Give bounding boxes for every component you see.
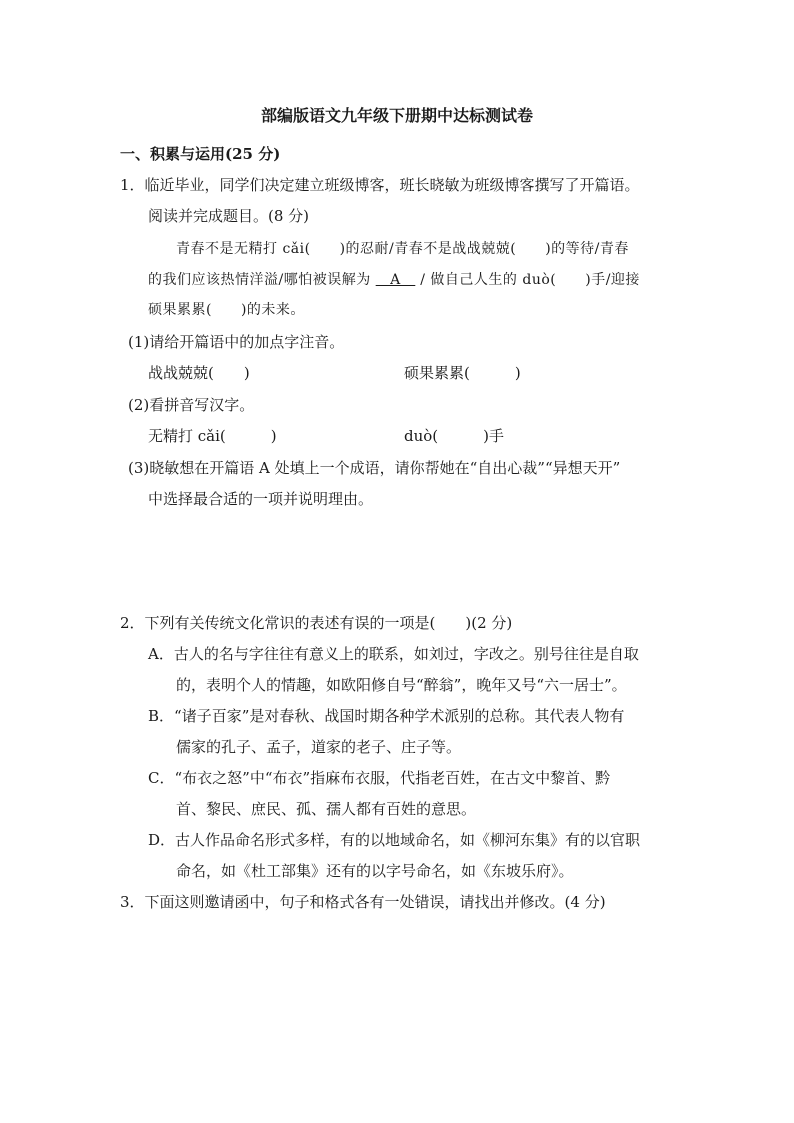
q2-option-c-line2: 首、黎民、庶民、孤、孺人都有百姓的意思。 (176, 800, 477, 818)
q1-sub2: (2)看拼音写汉字。 (128, 396, 255, 414)
q1-sub1-answer-b: 硕果累累( ) (404, 364, 521, 382)
blank-a: A (375, 272, 416, 288)
q2-option-d-line2: 命名，如《杜工部集》还有的以字号命名，如《东坡乐府》。 (176, 862, 574, 880)
section-heading: 一、积累与运用(25 分) (120, 145, 281, 163)
passage-line2-part1: 的我们应该热情洋溢/哪怕被误解为 (148, 272, 371, 288)
q2-option-b-line2: 儒家的孔子、孟子，道家的老子、庄子等。 (176, 738, 462, 756)
q1-sub2-answer-b: duò( )手 (404, 427, 504, 445)
q2-option-b-line1: B．“诸子百家”是对春秋、战国时期各种学术派别的总称。其代表人物有 (148, 707, 625, 725)
q2-option-a-line1: A．古人的名与字往往有意义上的联系，如刘过，字改之。别号往往是自取 (148, 645, 639, 663)
q1-sub3-line1: (3)晓敏想在开篇语 A 处填上一个成语，请你帮她在“自出心裁”“异想天开” (128, 459, 621, 477)
q1-sub1: (1)请给开篇语中的加点字注音。 (128, 333, 345, 351)
q2-stem: 2．下列有关传统文化常识的表述有误的一项是( )(2 分) (120, 614, 513, 632)
q1-sub3-line2: 中选择最合适的一项并说明理由。 (148, 490, 374, 508)
page-title: 部编版语文九年级下册期中达标测试卷 (260, 106, 533, 125)
q2-option-d-line1: D．古人作品命名形式多样，有的以地域命名，如《柳河东集》有的以官职 (148, 831, 641, 849)
q2-option-a-line2: 的，表明个人的情趣，如欧阳修自号“醉翁”，晚年又号“六一居士”。 (176, 676, 627, 694)
q1-stem-line1: 1．临近毕业，同学们决定建立班级博客，班长晓敏为班级博客撰写了开篇语。 (120, 176, 640, 194)
passage-line1: 青春不是无精打 cǎi( )的忍耐/青春不是战战兢兢( )的等待/青春 (176, 241, 629, 257)
passage-line3: 硕果累累( )的未来。 (148, 302, 305, 318)
q1-sub1-answer-a: 战战兢兢( ) (148, 364, 250, 382)
q1-sub2-answer-a: 无精打 cǎi( ) (148, 427, 277, 445)
q2-option-c-line1: C．“布衣之怒”中“布衣”指麻布衣服，代指老百姓，在古文中黎首、黔 (148, 769, 611, 787)
q3-stem: 3．下面这则邀请函中，句子和格式各有一处错误，请找出并修改。(4 分) (120, 893, 606, 911)
q1-stem-line2: 阅读并完成题目。(8 分) (148, 207, 310, 225)
passage-line2 (148, 270, 640, 290)
passage-line2-part2: / 做自己人生的 duò( )手/迎接 (420, 272, 640, 288)
